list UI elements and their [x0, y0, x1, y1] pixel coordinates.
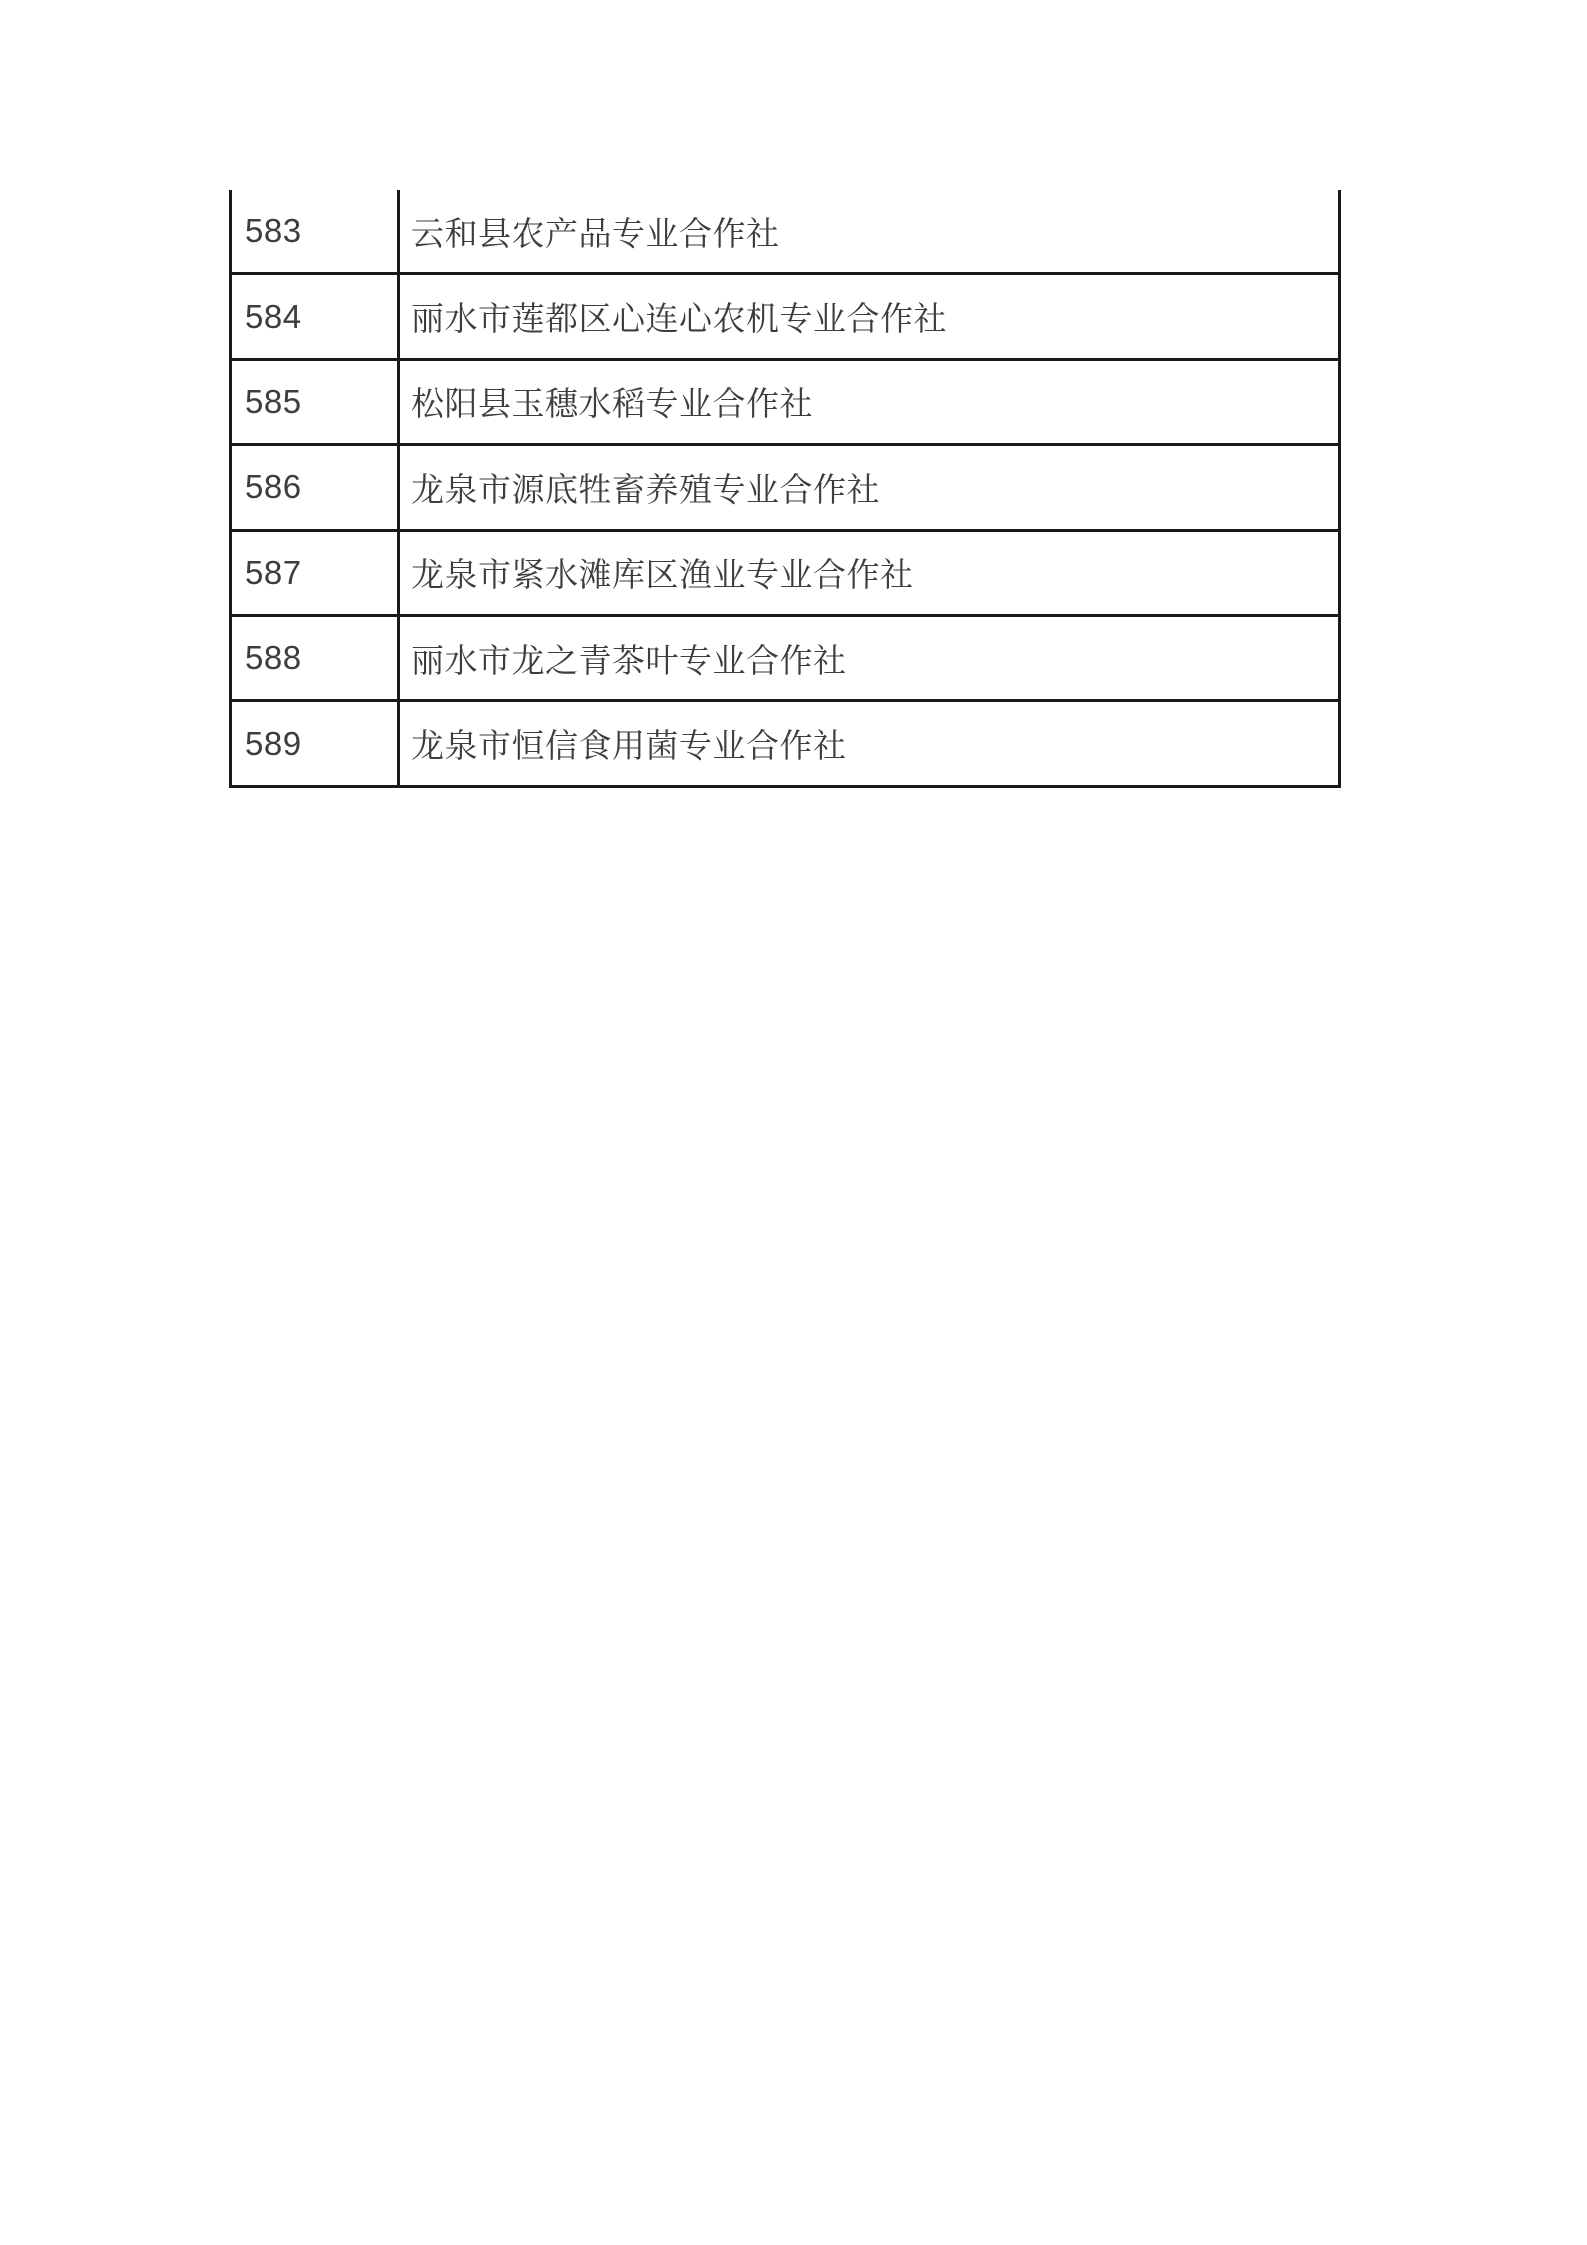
table-row	[232, 446, 1338, 531]
row-index-cell: 583	[232, 190, 400, 272]
row-name-cell: 龙泉市恒信食用菌专业合作社	[411, 727, 847, 765]
table-row	[232, 275, 1338, 360]
row-name-cell: 云和县农产品专业合作社	[411, 214, 780, 252]
row-index-cell: 585	[232, 361, 400, 443]
table-row	[232, 532, 1338, 617]
row-index-cell: 584	[232, 275, 400, 357]
row-name-cell: 松阳县玉穗水稻专业合作社	[411, 385, 813, 423]
table-row	[232, 190, 1338, 275]
row-index-cell: 587	[232, 532, 400, 614]
row-name-cell: 龙泉市紧水滩库区渔业专业合作社	[411, 556, 914, 594]
row-name-cell: 丽水市莲都区心连心农机专业合作社	[411, 300, 947, 338]
row-index-cell: 588	[232, 617, 400, 699]
row-name-cell: 龙泉市源底牲畜养殖专业合作社	[411, 470, 880, 508]
table-row	[232, 361, 1338, 446]
row-name-cell: 丽水市龙之青茶叶专业合作社	[411, 641, 847, 679]
cooperative-table	[229, 190, 1341, 788]
table-row	[232, 702, 1338, 787]
row-index-cell: 589	[232, 702, 400, 784]
row-index-cell: 586	[232, 446, 400, 528]
table-row	[232, 617, 1338, 702]
